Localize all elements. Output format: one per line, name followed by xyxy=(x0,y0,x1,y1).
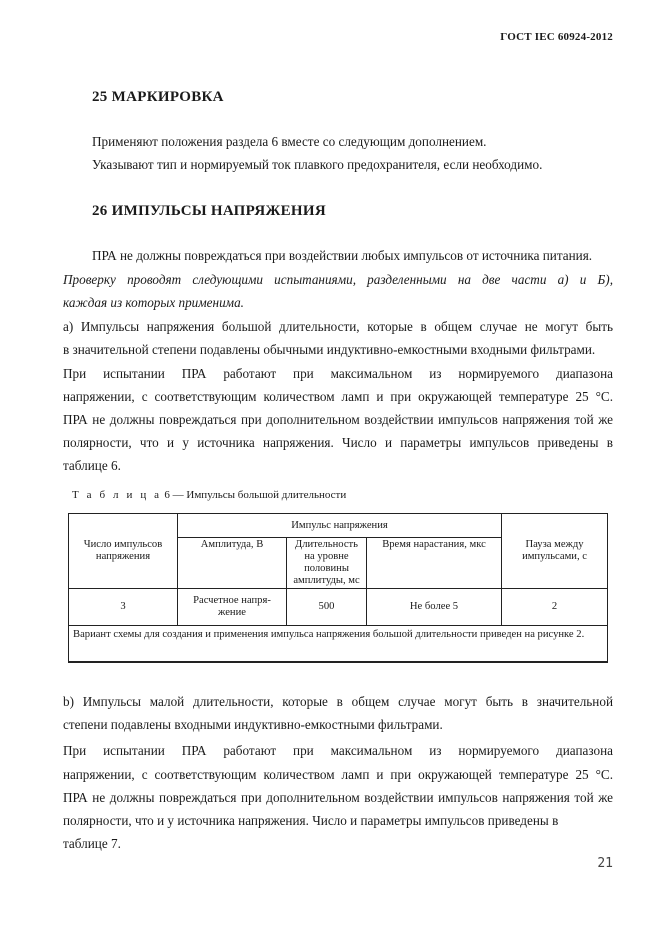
pulse-table xyxy=(68,513,608,663)
test-2-line-3: ПРА не должны повреждаться при дополнительном воздействии импульсов напряжения той же xyxy=(63,790,613,805)
test-2-line-5: таблице 7. xyxy=(63,836,121,851)
header-pause: Пауза между импульсами, с xyxy=(502,514,608,589)
header-amplitude: Амплитуда, В xyxy=(178,538,287,589)
test-2-line-4: полярности, что и у источника напряжения. Число и параметры импульсов приведены в xyxy=(63,813,559,828)
section-25-paragraph-1: Применяют положения раздела 6 вместе со следующим дополнением. xyxy=(92,134,487,149)
item-b-line-1: b) Импульсы малой длительности, которые в общем случае могут быть в значительной xyxy=(63,694,613,709)
table-note: Вариант схемы для создания и применения импульса напряжения большой длительности приведен на рисунке 2. xyxy=(69,626,608,662)
page-number: 21 xyxy=(597,856,613,871)
cell-count: 3 xyxy=(69,589,178,626)
test-description-line-1: Проверку проводят следующими испытаниями, разделенными на две части а) и Б), xyxy=(63,272,613,287)
test-description-line-2: каждая из которых применима. xyxy=(63,295,244,310)
section-25-heading: 25 МАРКИРОВКА xyxy=(92,89,224,105)
table-caption xyxy=(72,489,346,501)
table-caption-title: 6 — Импульсы большой длительности xyxy=(164,489,347,501)
item-b-line-2: степени подавлены входными индуктивно-емкостными фильтрами. xyxy=(63,717,443,732)
section-26-intro: ПРА не должны повреждаться при воздействии любых импульсов от источника питания. xyxy=(92,248,593,263)
header-pulse-group: Импульс напряжения xyxy=(178,514,502,538)
header-rise-time: Время нарастания, мкс xyxy=(367,538,502,589)
cell-rise-time: Не более 5 xyxy=(367,589,502,626)
document-code: ГОСТ IEC 60924-2012 xyxy=(500,31,613,43)
header-duration: Длительность на уровне половины амплитуды, мс xyxy=(287,538,367,589)
item-a-line-2: в значительной степени подавлены обычными индуктивно-емкостными входными фильтрами. xyxy=(63,342,596,357)
item-a-line-1: а) Импульсы напряжения большой длительности, которые в общем случае не могут быть xyxy=(63,319,613,334)
section-25-paragraph-2: Указывают тип и нормируемый ток плавкого предохранителя, если необходимо. xyxy=(92,157,543,172)
cell-duration: 500 xyxy=(287,589,367,626)
test-1-line-3: ПРА не должны повреждаться при дополнительном воздействии импульсов напряжения той же xyxy=(63,412,613,427)
test-2-line-1: При испытании ПРА работают при максимальном из нормируемого диапазона xyxy=(63,743,613,758)
table-row xyxy=(69,589,608,626)
test-1-line-5: таблице 6. xyxy=(63,458,121,473)
section-26-heading: 26 ИМПУЛЬСЫ НАПРЯЖЕНИЯ xyxy=(92,203,326,219)
test-1-line-1: При испытании ПРА работают при максимальном из нормируемого диапазона xyxy=(63,366,613,381)
test-1-line-4: полярности, что и у источника напряжения. Число и параметры импульсов приведены в xyxy=(63,435,613,450)
cell-pause: 2 xyxy=(502,589,608,626)
test-2-line-2: напряжении, с соответствующим количеством ламп и при окружающей температуре 25 °С. xyxy=(63,767,613,782)
header-pulse-count: Число импульсов напряжения xyxy=(69,514,178,589)
test-1-line-2: напряжении, с соответствующим количеством ламп и при окружающей температуре 25 °С. xyxy=(63,389,613,404)
table-caption-prefix: Т а б л и ц а xyxy=(72,489,162,501)
cell-amplitude: Расчетное напря-жение xyxy=(178,589,287,626)
